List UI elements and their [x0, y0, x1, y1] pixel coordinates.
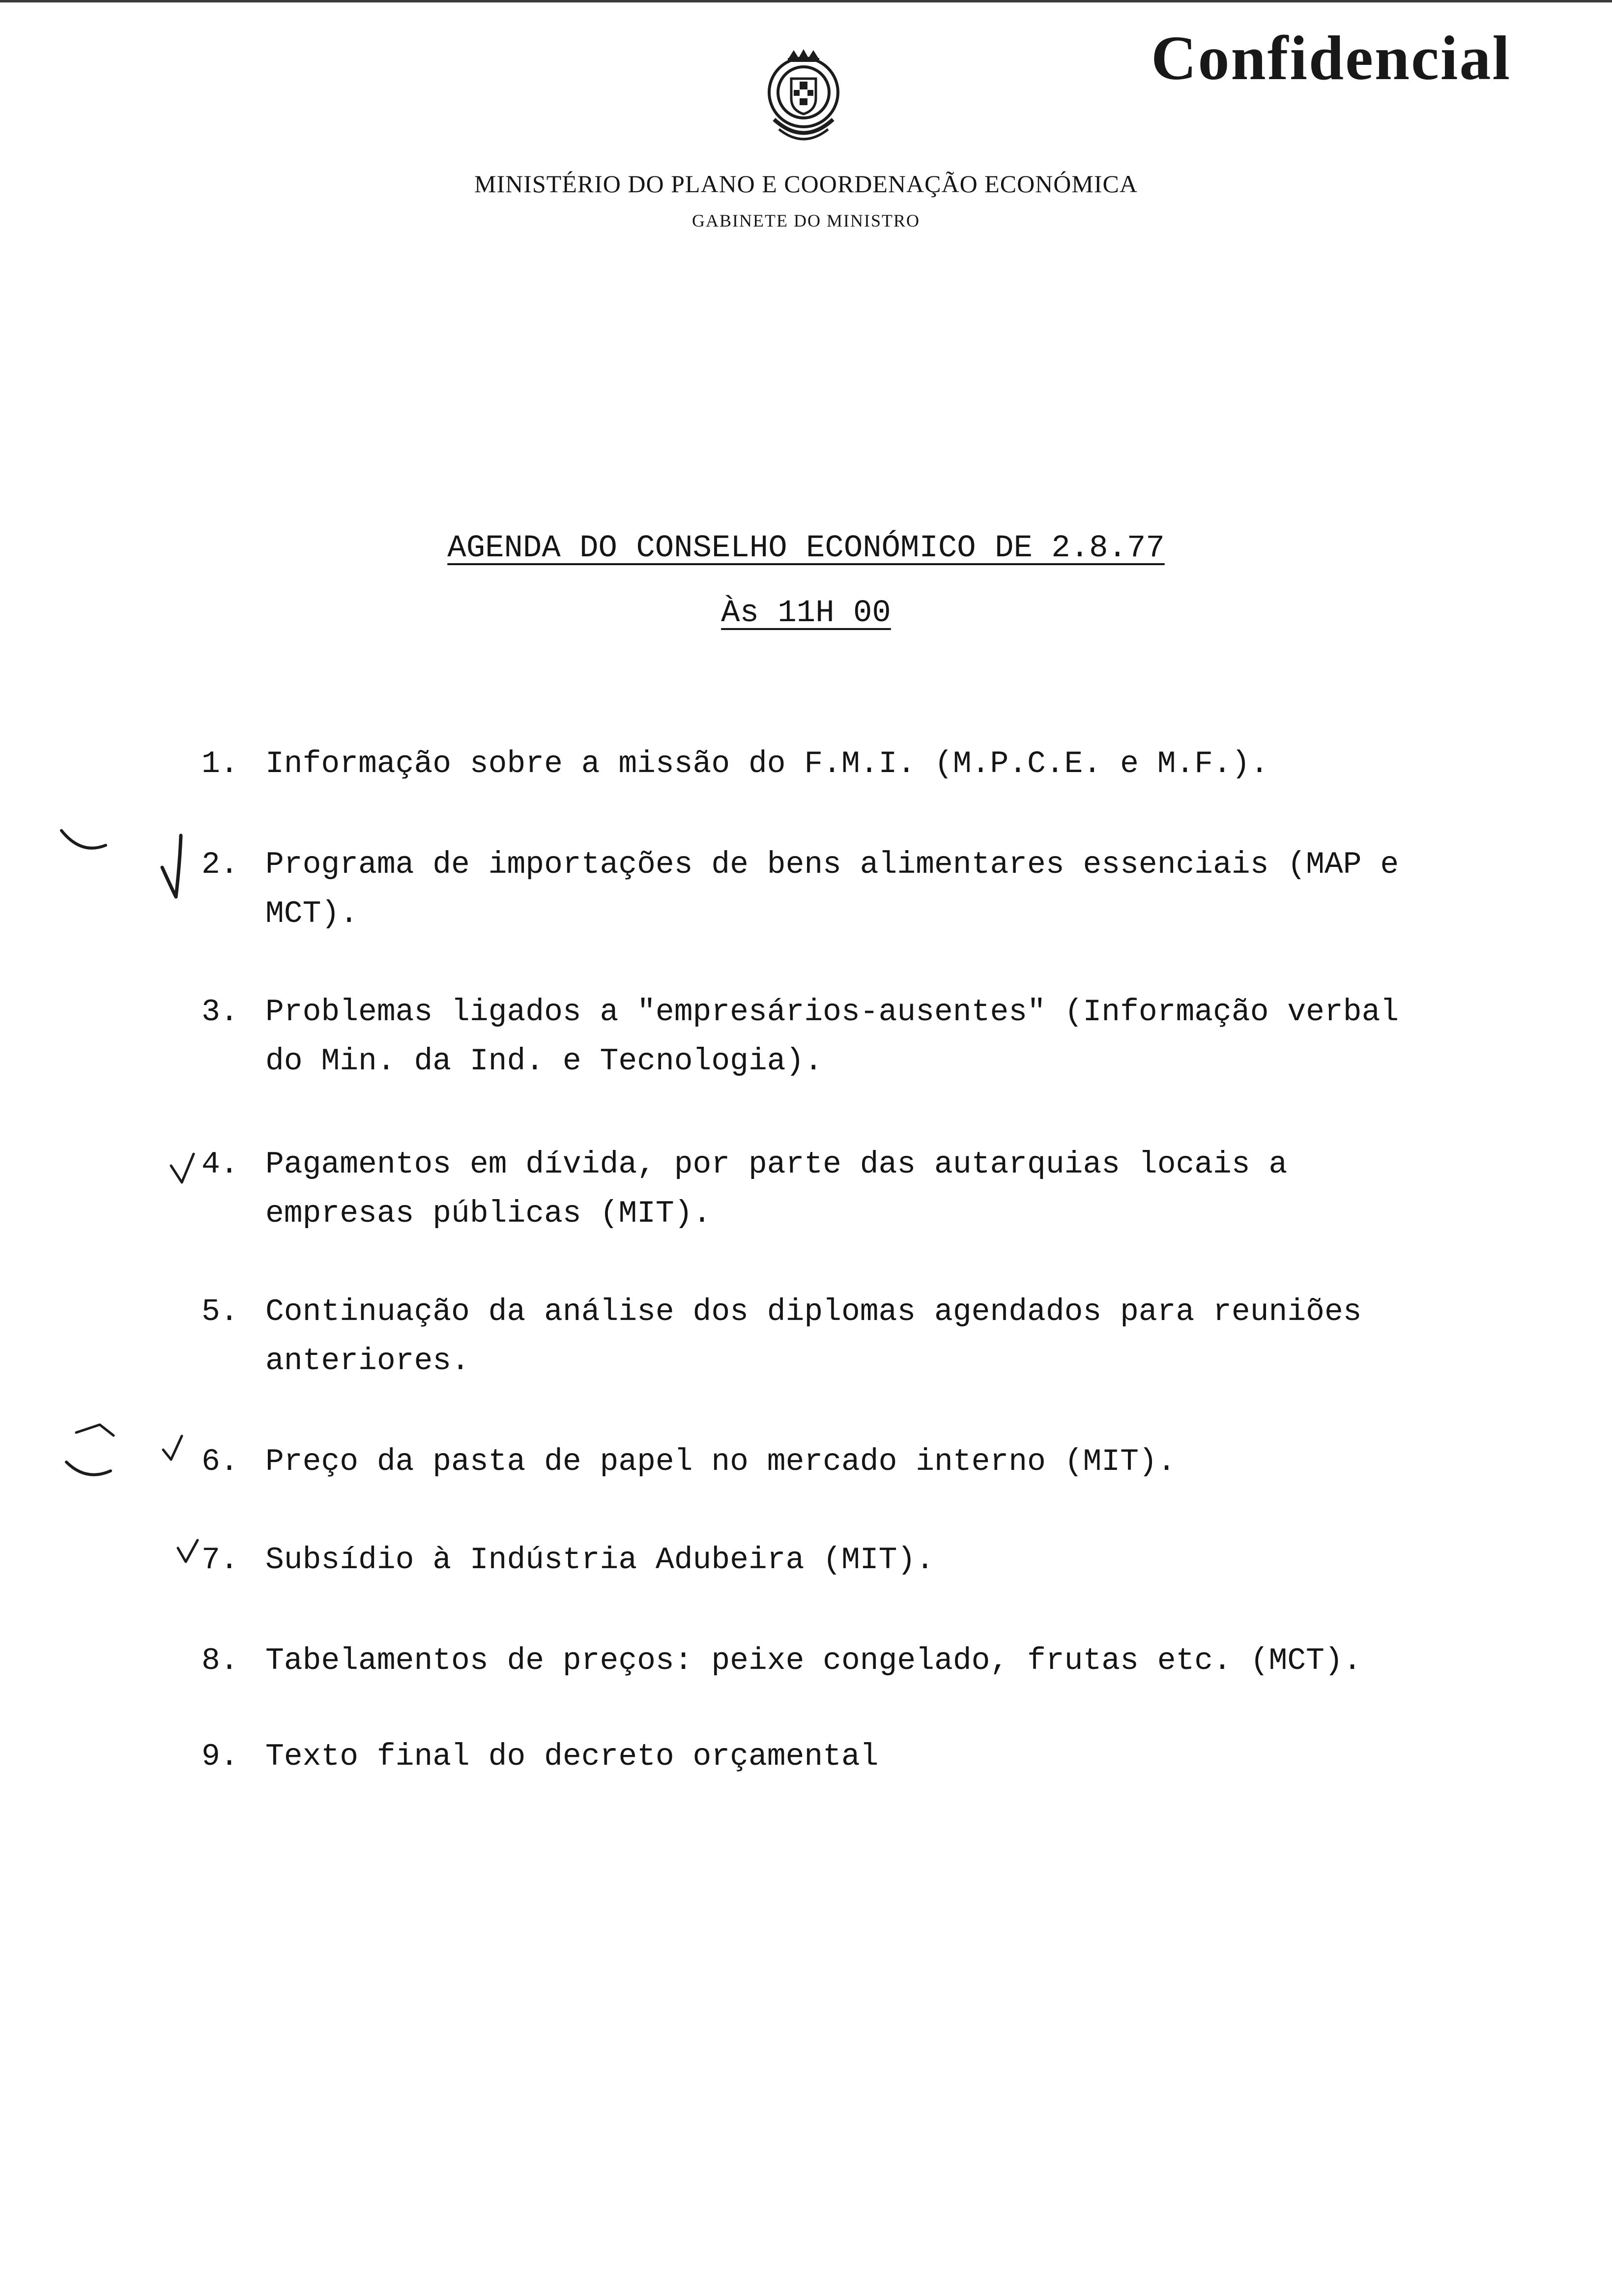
- item-number: 4.: [202, 1147, 239, 1182]
- agenda-item-8: [202, 1636, 1450, 1686]
- confidential-stamp: Confidencial: [1151, 23, 1511, 93]
- item-text: Continuação da análise dos diplomas agendados para reuniões anteriores.: [265, 1294, 1362, 1378]
- item-number: 2.: [202, 847, 239, 882]
- item-text: Tabelamentos de preços: peixe congelado, frutas etc. (MCT).: [265, 1643, 1362, 1678]
- item-text: Preço da pasta de papel no mercado interno (MIT).: [265, 1444, 1176, 1479]
- agenda-item-4: [202, 1140, 1450, 1238]
- item-text: Subsídio à Indústria Adubeira (MIT).: [265, 1543, 935, 1578]
- agenda-item-5: [202, 1288, 1450, 1386]
- item-text: Pagamentos em dívida, por parte das autarquias locais a empresas públicas (MIT).: [265, 1147, 1288, 1231]
- item-number: 3.: [202, 995, 239, 1030]
- agenda-title: AGENDA DO CONSELHO ECONÓMICO DE 2.8.77: [447, 531, 1165, 566]
- agenda-time: Às 11H 00: [721, 596, 891, 631]
- item-text: Texto final do decreto orçamental: [265, 1739, 879, 1774]
- item-number: 7.: [202, 1543, 239, 1578]
- item-number: 1.: [202, 746, 239, 781]
- item-text: Programa de importações de bens alimentares essenciais (MAP e MCT).: [265, 847, 1399, 931]
- item-number: 8.: [202, 1643, 239, 1678]
- item-text: Problemas ligados a "empresários-ausentes" (Informação verbal do Min. da Ind. e Tecnologia).: [265, 995, 1399, 1079]
- agenda-item-1: [202, 740, 1450, 789]
- item-text: Informação sobre a missão do F.M.I. (M.P.C.E. e M.F.).: [265, 746, 1269, 781]
- item-number: 6.: [202, 1444, 239, 1479]
- cabinet-name: GABINETE DO MINISTRO: [692, 211, 920, 230]
- agenda-item-2: [202, 840, 1450, 939]
- agenda-item-6: [202, 1437, 1450, 1487]
- ministry-name: MINISTÉRIO DO PLANO E COORDENAÇÃO ECONÓMICA: [474, 170, 1138, 198]
- agenda-item-9: [202, 1732, 1450, 1781]
- item-number: 5.: [202, 1294, 239, 1329]
- agenda-item-7: [202, 1536, 1450, 1585]
- agenda-item-3: [202, 988, 1450, 1086]
- item-number: 9.: [202, 1739, 239, 1774]
